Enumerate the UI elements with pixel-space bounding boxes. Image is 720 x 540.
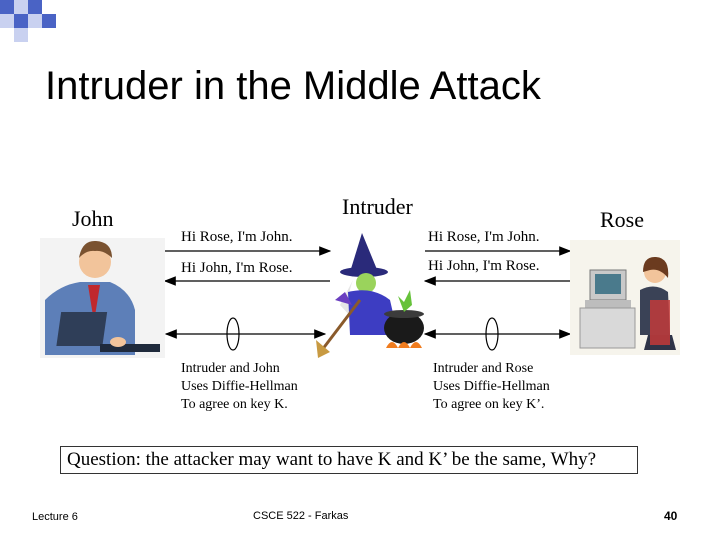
message-right-bottom: Hi John, I'm Rose. [428,258,540,274]
page-number: 40 [664,509,678,523]
party-john-label: John [72,206,114,231]
rose-clipart [570,240,680,355]
note-left-line: To agree on key K. [181,397,288,412]
note-right-line: To agree on key K’. [433,397,545,412]
question-box: Question: the attacker may want to have K and K’ be the same, Why? [60,446,638,474]
note-right-line: Uses Diffie-Hellman [433,379,550,394]
note-right [433,360,550,414]
message-left-bottom: Hi John, I'm Rose. [181,260,293,276]
note-left-line: Uses Diffie-Hellman [181,379,298,394]
john-clipart [40,238,165,358]
slide-title: Intruder in the Middle Attack [45,64,541,108]
footer-lecture: Lecture 6 [32,511,78,523]
footer-course: CSCE 522 - Farkas [253,510,349,522]
intruder-witch-clipart [316,233,424,358]
message-left-top: Hi Rose, I'm John. [181,229,293,245]
message-right-top: Hi Rose, I'm John. [428,229,540,245]
note-left-line: Intruder and John [181,361,280,376]
note-right-line: Intruder and Rose [433,361,534,376]
party-intruder-label: Intruder [342,194,413,219]
party-rose-label: Rose [600,207,644,232]
note-left [181,360,298,414]
